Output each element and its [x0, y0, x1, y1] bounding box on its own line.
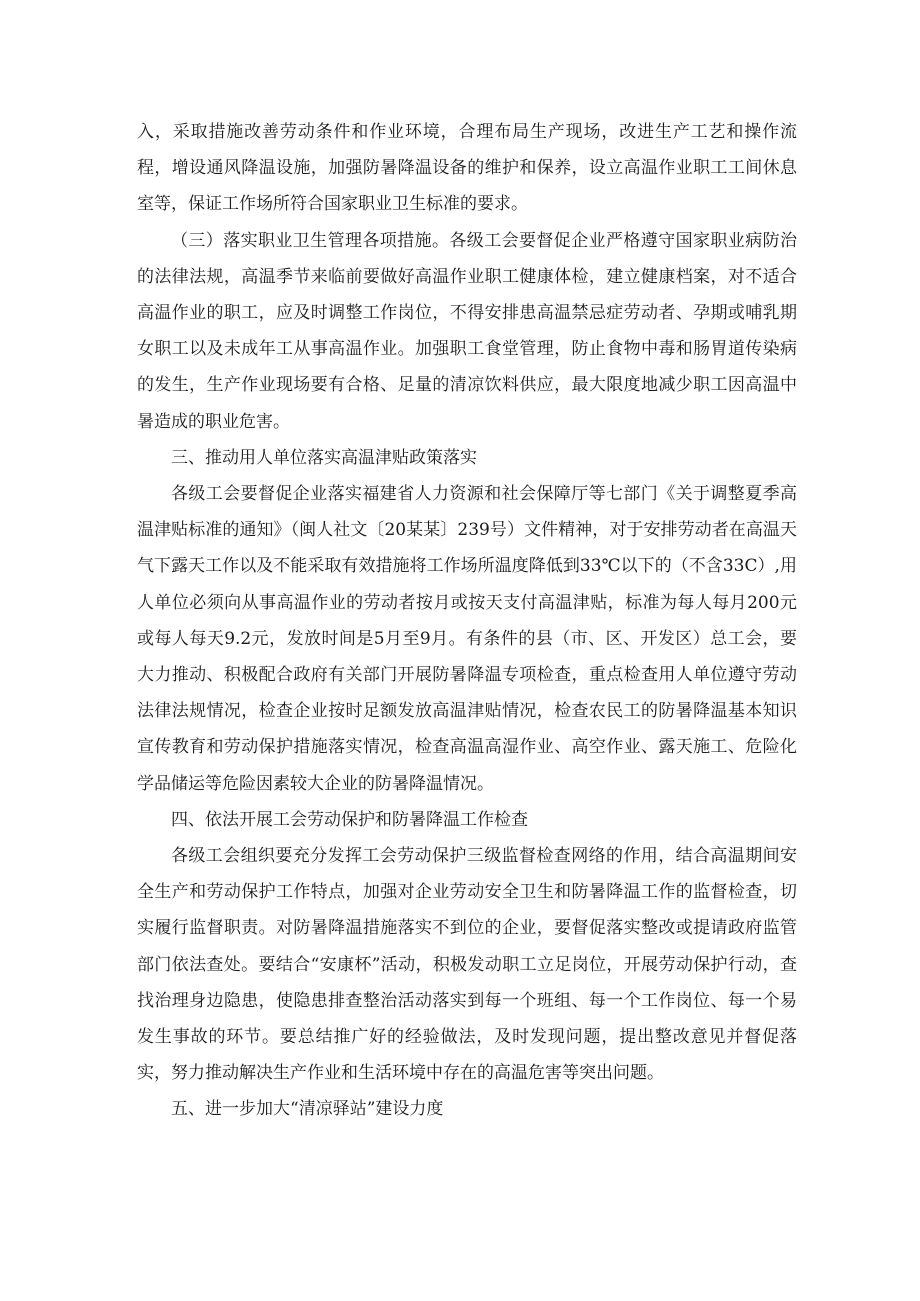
document-body — [137, 114, 797, 1128]
section-heading-4: 四、依法开展工会劳动保护和防暑降温工作检查 — [171, 809, 528, 830]
section-heading-3: 三、推动用人单位落实高温津贴政策落实 — [171, 447, 477, 468]
paragraph-allowance: 各级工会要督促企业落实福建省人力资源和社会保障厅等七部门《关于调整夏季高温津贴标准的通知》（闽人社文〔20某某〕239号）文件精神，对于安排劳动者在高温天气下露天工作以及不能采取有效措施将工作场所温度降低到33℃以下的（不含33C）,用人单位必须向从事高温作业的劳动者按月或按天支付高温津贴，标准为每人每月200元或每人每天9.2元，发放时间是5月至9月。有条件的县（市、区、开发区）总工会，要大力推动、积极配合政府有关部门开展防暑降温专项检查，重点检查用人单位遵守劳动法律法规情况，检查企业按时足额发放高温津贴情况，检查农民工的防暑降温基本知识宣传教育和劳动保护措施落实情况，检查高温高湿作业、高空作业、露天施工、危险化学品储运等危险因素较大企业的防暑降温情况。 — [137, 484, 797, 794]
paragraph-occupational-health: （三）落实职业卫生管理各项措施。各级工会要督促企业严格遵守国家职业病防治的法律法规，高温季节来临前要做好高温作业职工健康体检，建立健康档案，对不适合高温作业的职工，应及时调整工作岗位，不得安排患高温禁忌症劳动者、孕期或哺乳期女职工以及未成年工从事高温作业。加强职工食堂管理，防止食物中毒和肠胃道传染病的发生，生产作业现场要有合格、足量的清凉饮料供应，最大限度地减少职工因高温中暑造成的职业危害。 — [137, 230, 797, 432]
section-heading-5: 五、进一步加大“清凉驿站”建设力度 — [171, 1099, 444, 1120]
paragraph-inspection: 各级工会组织要充分发挥工会劳动保护三级监督检查网络的作用，结合高温期间安全生产和劳动保护工作特点，加强对企业劳动安全卫生和防暑降温工作的监督检查，切实履行监督职责。对防暑降温措施落实不到位的企业，要督促落实整改或提请政府监管部门依法查处。要结合“安康杯”活动，积极发动职工立足岗位，开展劳动保护行动，查找治理身边隐患，使隐患排查整治活动落实到每一个班组、每一个工作岗位、每一个易发生事故的环节。要总结推广好的经验做法，及时发现问题，提出整改意见并督促落实，努力推动解决生产作业和生活环境中存在的高温危害等突出问题。 — [137, 846, 797, 1084]
paragraph-continuation: 入，采取措施改善劳动条件和作业环境，合理布局生产现场，改进生产工艺和操作流程，增设通风降温设施，加强防暑降温设备的维护和保养，设立高温作业职工工间休息室等，保证工作场所符合国家职业卫生标准的要求。 — [137, 122, 797, 215]
